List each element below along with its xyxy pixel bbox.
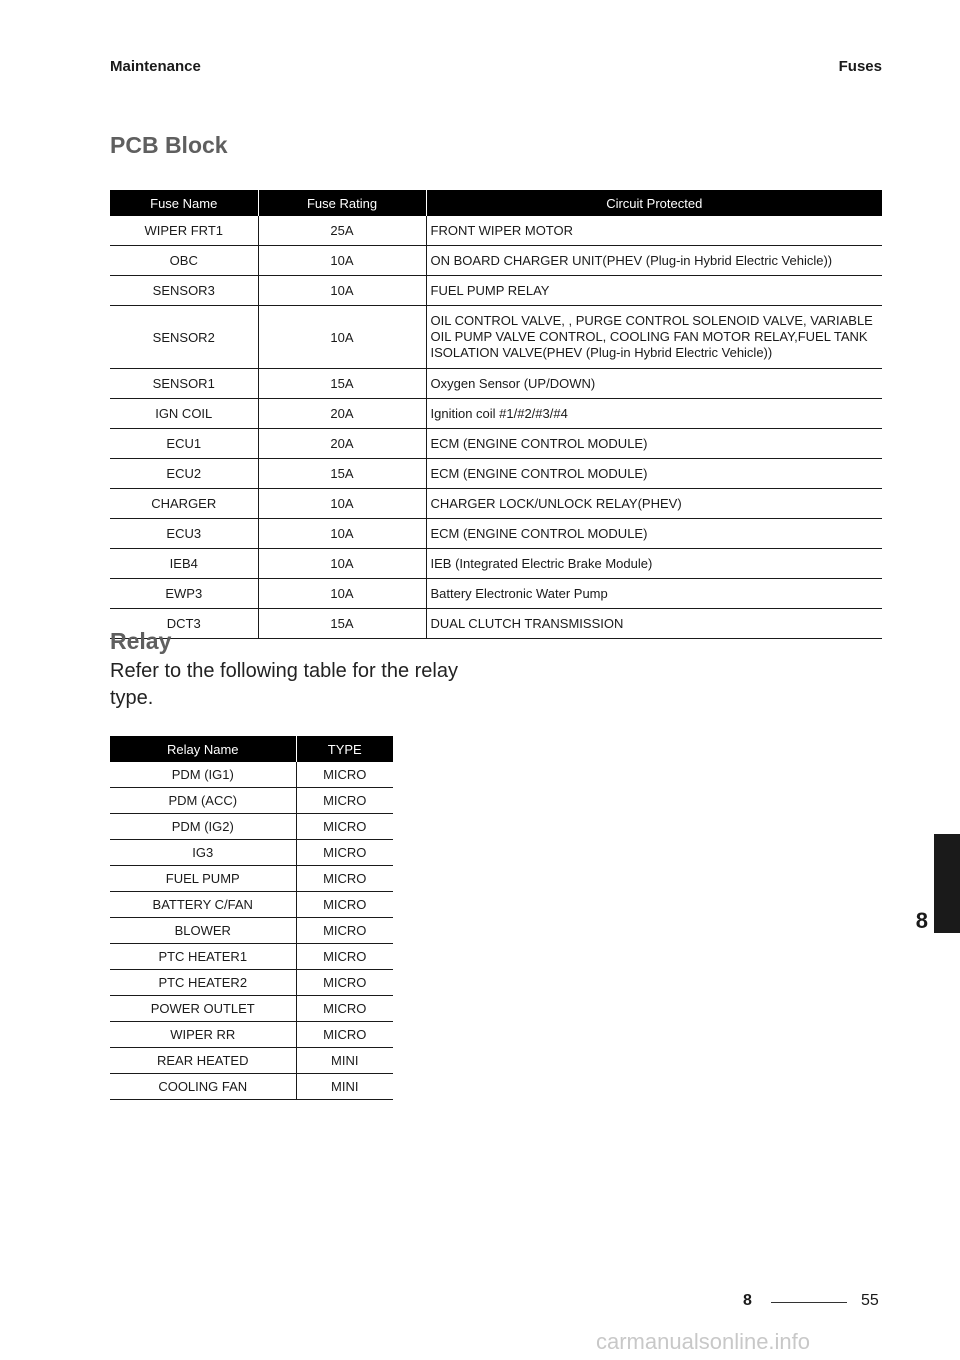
relay-type: MICRO xyxy=(296,840,393,866)
table-row xyxy=(110,866,393,892)
table-row xyxy=(110,970,393,996)
fuse-name: WIPER FRT1 xyxy=(110,216,258,246)
fuse-name: SENSOR2 xyxy=(110,306,258,369)
fuse-name: ECU3 xyxy=(110,519,258,549)
relay-type: MICRO xyxy=(296,996,393,1022)
circuit-protected: OIL CONTROL VALVE, , PURGE CONTROL SOLENOID VALVE, VARIABLE OIL PUMP VALVE CONTROL, COOLING FAN MOTOR RELAY,FUEL TANK ISOLATION VALVE(PHEV (Plug-in Hybrid Electric Vehicle)) xyxy=(426,306,882,369)
fuse-name: EWP3 xyxy=(110,579,258,609)
circuit-protected: FRONT WIPER MOTOR xyxy=(426,216,882,246)
circuit-protected: ON BOARD CHARGER UNIT(PHEV (Plug-in Hybrid Electric Vehicle)) xyxy=(426,246,882,276)
relay-name: PDM (IG2) xyxy=(110,814,296,840)
fuse-name: SENSOR1 xyxy=(110,369,258,399)
fuse-name: DCT3 xyxy=(110,609,258,639)
fuse-rating: 10A xyxy=(258,246,426,276)
table-row xyxy=(110,840,393,866)
table-row xyxy=(110,892,393,918)
table-row xyxy=(110,276,882,306)
footer-divider xyxy=(771,1302,847,1303)
table-row xyxy=(110,369,882,399)
circuit-protected: ECM (ENGINE CONTROL MODULE) xyxy=(426,519,882,549)
fuse-name: SENSOR3 xyxy=(110,276,258,306)
table-row xyxy=(110,429,882,459)
fuse-rating: 20A xyxy=(258,399,426,429)
chapter-side-number: 8 xyxy=(915,908,928,933)
fuse-name: ECU1 xyxy=(110,429,258,459)
watermark: carmanualsonline.info xyxy=(596,1329,811,1354)
relay-title: Relay xyxy=(110,628,172,654)
fuse-rating: 25A xyxy=(258,216,426,246)
fuse-rating: 15A xyxy=(258,609,426,639)
circuit-protected: Ignition coil #1/#2/#3/#4 xyxy=(426,399,882,429)
fuse-rating: 10A xyxy=(258,549,426,579)
fuse-rating: 20A xyxy=(258,429,426,459)
relay-name: REAR HEATED xyxy=(110,1048,296,1074)
table-row xyxy=(110,762,393,788)
fuse-rating: 10A xyxy=(258,579,426,609)
footer-page-number: 55 xyxy=(861,1292,879,1309)
fuse-name: CHARGER xyxy=(110,489,258,519)
table-row xyxy=(110,609,882,639)
relay-type: MINI xyxy=(296,1048,393,1074)
table-row xyxy=(110,1048,393,1074)
section-header: Maintenance xyxy=(110,58,201,75)
relay-type: MICRO xyxy=(296,762,393,788)
table-row xyxy=(110,814,393,840)
table-row xyxy=(110,549,882,579)
table-row xyxy=(110,788,393,814)
fuse-rating: 10A xyxy=(258,276,426,306)
table-row xyxy=(110,944,393,970)
fuse-name: IGN COIL xyxy=(110,399,258,429)
circuit-protected: DUAL CLUTCH TRANSMISSION xyxy=(426,609,882,639)
relay-type: MICRO xyxy=(296,788,393,814)
table-row xyxy=(110,1074,393,1100)
circuit-protected: FUEL PUMP RELAY xyxy=(426,276,882,306)
relay-name: BATTERY C/FAN xyxy=(110,892,296,918)
relay-name: PDM (ACC) xyxy=(110,788,296,814)
pcb-fuse-table xyxy=(110,190,882,639)
footer-chapter-number: 8 xyxy=(743,1292,752,1309)
table-row xyxy=(110,246,882,276)
circuit-protected: Oxygen Sensor (UP/DOWN) xyxy=(426,369,882,399)
column-header-fuse-rating: Fuse Rating xyxy=(258,190,426,216)
table-row xyxy=(110,918,393,944)
relay-type: MICRO xyxy=(296,1022,393,1048)
fuse-name: OBC xyxy=(110,246,258,276)
table-row xyxy=(110,519,882,549)
fuse-rating: 10A xyxy=(258,519,426,549)
relay-intro-text: Refer to the following table for the relay type. xyxy=(110,660,458,709)
column-header-type: TYPE xyxy=(296,736,393,762)
table-row xyxy=(110,996,393,1022)
table-row xyxy=(110,306,882,369)
fuse-name: IEB4 xyxy=(110,549,258,579)
table-row xyxy=(110,399,882,429)
relay-name: WIPER RR xyxy=(110,1022,296,1048)
chapter-header: Fuses xyxy=(838,58,882,75)
chapter-side-tab xyxy=(934,834,960,933)
relay-name: COOLING FAN xyxy=(110,1074,296,1100)
table-row xyxy=(110,459,882,489)
relay-name: BLOWER xyxy=(110,918,296,944)
relay-type: MICRO xyxy=(296,814,393,840)
relay-name: PTC HEATER1 xyxy=(110,944,296,970)
relay-table xyxy=(110,736,393,1100)
fuse-rating: 15A xyxy=(258,369,426,399)
fuse-name: ECU2 xyxy=(110,459,258,489)
relay-name: POWER OUTLET xyxy=(110,996,296,1022)
fuse-rating: 10A xyxy=(258,489,426,519)
table-header-row xyxy=(110,736,393,762)
table-row xyxy=(110,216,882,246)
column-header-fuse-name: Fuse Name xyxy=(110,190,258,216)
relay-name: FUEL PUMP xyxy=(110,866,296,892)
relay-name: PDM (IG1) xyxy=(110,762,296,788)
relay-type: MICRO xyxy=(296,970,393,996)
circuit-protected: ECM (ENGINE CONTROL MODULE) xyxy=(426,459,882,489)
circuit-protected: Battery Electronic Water Pump xyxy=(426,579,882,609)
fuse-rating: 10A xyxy=(258,306,426,369)
column-header-relay-name: Relay Name xyxy=(110,736,296,762)
column-header-circuit-protected: Circuit Protected xyxy=(426,190,882,216)
relay-name: PTC HEATER2 xyxy=(110,970,296,996)
circuit-protected: ECM (ENGINE CONTROL MODULE) xyxy=(426,429,882,459)
table-row xyxy=(110,579,882,609)
relay-type: MICRO xyxy=(296,866,393,892)
relay-name: IG3 xyxy=(110,840,296,866)
relay-type: MICRO xyxy=(296,918,393,944)
table-row xyxy=(110,489,882,519)
relay-type: MICRO xyxy=(296,944,393,970)
table-row xyxy=(110,1022,393,1048)
relay-type: MINI xyxy=(296,1074,393,1100)
table-header-row xyxy=(110,190,882,216)
circuit-protected: CHARGER LOCK/UNLOCK RELAY(PHEV) xyxy=(426,489,882,519)
circuit-protected: IEB (Integrated Electric Brake Module) xyxy=(426,549,882,579)
pcb-block-title: PCB Block xyxy=(110,132,228,158)
fuse-rating: 15A xyxy=(258,459,426,489)
relay-type: MICRO xyxy=(296,892,393,918)
